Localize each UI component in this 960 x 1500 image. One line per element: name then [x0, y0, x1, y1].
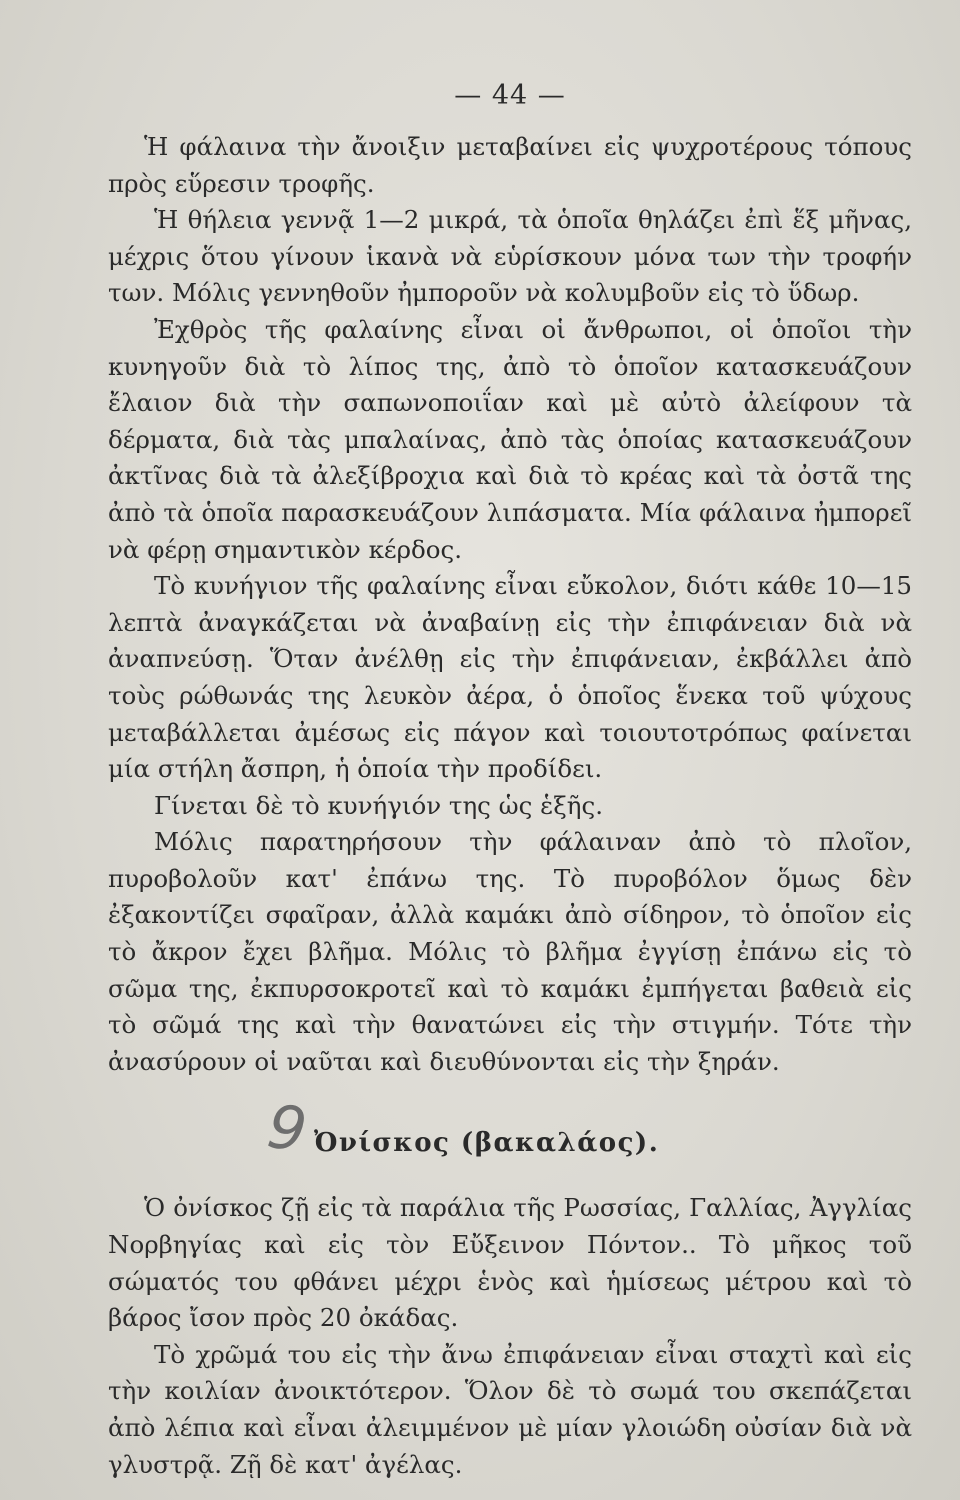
section-heading: Ὀνίσκος (βακαλάος).	[314, 1128, 660, 1159]
paragraph-hunting-intro: Γίνεται δὲ τὸ κυνήγιόν της ὡς ἑξῆς.	[154, 790, 603, 820]
page-number: — 44 —	[454, 80, 566, 111]
section-heading-row	[108, 1094, 912, 1190]
paragraph-harpoon: Μόλις παρατηρήσουν τὴν φάλαιναν ἀπὸ τὸ πλοῖον, πυροβολοῦν κατ' ἐπάνω της. Τὸ πυροβόλον ὅμως δὲν ἐξακοντίζει σφαῖραν, ἀλλὰ καμάκι ἀπὸ σίδηρον, τὸ ὁποῖον εἰς τὸ ἄκρον ἔχει βλῆμα. Μόλις τὸ βλῆμα ἐγγίσῃ ἐπάνω εἰς τὸ σῶμα της, ἐκπυρσοκροτεῖ καὶ τὸ καμάκι ἐμπήγεται βαθειὰ εἰς τὸ σῶμά της καὶ τὴν θανατώνει εἰς τὴν στιγμήν. Τότε τὴν ἀνασύρουν οἱ ναῦται καὶ διευθύνονται εἰς τὴν ξηράν.	[108, 827, 912, 1076]
handwritten-margin-note: 9	[263, 1092, 311, 1167]
paragraph-hunting: Τὸ κυνήγιον τῆς φαλαίνης εἶναι εὔκολον, διότι κάθε 10—15 λεπτὰ ἀναγκάζεται νὰ ἀναβαίνῃ εἰς τὴν ἐπιφάνειαν διὰ νὰ ἀναπνεύσῃ. Ὅταν ἀνέλθῃ εἰς τὴν ἐπιφάνειαν, ἐκβάλλει ἀπὸ τοὺς ρώθωνάς της λευκὸν ἀέρα, ὁ ὁποῖος ἕνεκα τοῦ ψύχους μεταβάλλεται ἀμέσως εἰς πάγον καὶ τοιουτοτρόπως φαίνεται μία στήλη ἄσπρη, ἡ ὁποία τὴν προδίδει.	[108, 571, 912, 784]
paragraph-cod-habitat: Ὁ ὀνίσκος ζῇ εἰς τὰ παράλια τῆς Ρωσσίας, Γαλλίας, Ἀγγλίας Νορβηγίας καὶ εἰς τὸν Εὔξεινον Πόντον.. Τὸ μῆκος τοῦ σώματός του φθάνει μέχρι ἑνὸς καὶ ἡμίσεως μέτρου καὶ τὸ βάρος ἴσον πρὸς 20 ὀκάδας.	[108, 1193, 912, 1333]
paragraph-spring-migration: Ἡ φάλαινα τὴν ἄνοιξιν μεταβαίνει εἰς ψυχροτέρους τόπους πρὸς εὕρεσιν τροφῆς.	[108, 132, 912, 198]
paragraph-cod-color: Τὸ χρῶμά του εἰς τὴν ἄνω ἐπιφάνειαν εἶναι σταχτὶ καὶ εἰς τὴν κοιλίαν ἀνοικτότερον. Ὅλον δὲ τὸ σωμά του σκεπάζεται ἀπὸ λέπια καὶ εἶναι ἀλειμμένον μὲ μίαν γλοιώδη οὐσίαν διὰ νὰ γλυστρᾷ. Ζῇ δὲ κατ' ἀγέλας.	[108, 1339, 912, 1479]
paragraph-enemies: Ἐχθρὸς τῆς φαλαίνης εἶναι οἱ ἄνθρωποι, οἱ ὁποῖοι τὴν κυνηγοῦν διὰ τὸ λίπος της, ἀπὸ τὸ ὁποῖον κατασκευάζουν ἔλαιον διὰ τὴν σαπωνοποιΐαν καὶ μὲ αὐτὸ ἀλείφουν τὰ δέρματα, διὰ τὰς μπαλαίνας, ἀπὸ τὰς ὁποίας κατασκευάζουν ἀκτῖνας διὰ τὰ ἀλεξίβροχια καὶ διὰ τὸ κρέας καὶ τὰ ὀστᾶ της ἀπὸ τὰ ὁποῖα παρασκευάζουν λιπάσματα. Μία φάλαινα ἠμπορεῖ νὰ φέρῃ σημαντικὸν κέρδος.	[108, 314, 912, 564]
paragraph-offspring: Ἡ θήλεια γεννᾷ 1—2 μικρά, τὰ ὁποῖα θηλάζει ἐπὶ ἕξ μῆνας, μέχρις ὅτου γίνουν ἱκανὰ νὰ εὑρίσκουν μόνα των τὴν τροφήν των. Μόλις γεννηθοῦν ἠμποροῦν νὰ κολυμβοῦν εἰς τὸ ὕδωρ.	[108, 205, 912, 308]
